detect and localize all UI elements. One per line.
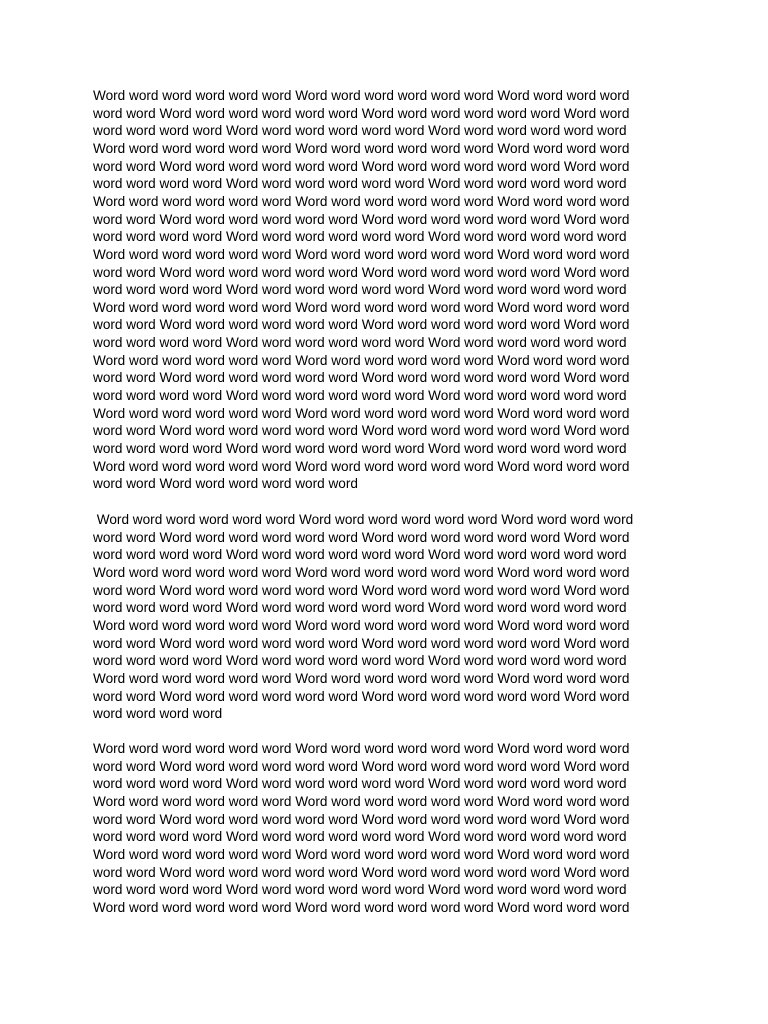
paragraph-1-line: word word Word word word word word word Word word word word word word Word word: [93, 158, 630, 174]
paragraph-3-line: word word Word word word word word word Word word word word word word Word word: [93, 758, 630, 774]
paragraph-1-line: word word word word Word word word word word word Word word word word word word: [93, 176, 627, 192]
paragraph-1-line: word word word word Word word word word word word Word word word word word word: [93, 123, 627, 139]
paragraph-1-line: word word word word Word word word word word word Word word word word word word: [93, 282, 627, 298]
paragraph-2-line: word word word word Word word word word word word Word word word word word word: [93, 653, 627, 669]
paragraph-1-line: word word Word word word word word word Word word word word word word Word word: [93, 105, 630, 121]
paragraph-1-line: word word Word word word word word word Word word word word word word Word word: [93, 264, 630, 280]
paragraph-2-line: word word Word word word word word word Word word word word word word Word word: [93, 635, 630, 651]
paragraph-3-line: Word word word word word word Word word word word word word Word word word word: [93, 741, 630, 756]
paragraph-1-line: Word word word word word word Word word word word word word Word word word word: [93, 88, 630, 103]
paragraph-1-line: word word word word Word word word word word word Word word word word word word: [93, 441, 627, 456]
paragraph-2-line: word word word word Word word word word word word Word word word word word word: [93, 600, 627, 616]
paragraph-2-line: Word word word word word word Word word word word word word Word word word word: [93, 564, 630, 580]
paragraph-1-line: Word word word word word word Word word word word word word Word word word word: [93, 246, 630, 262]
paragraph-1-line: word word word word Word word word word word word Word word word word word word: [93, 335, 627, 351]
paragraph-1-line: Word word word word word word Word word word word word word Word word word word: [93, 352, 630, 368]
paragraph-2-line: Word word word word word word Word word word word word word Word word word word: [93, 670, 630, 686]
paragraph-3-line: Word word word word word word Word word word word word word Word word word word: [93, 846, 630, 862]
paragraph-3-line: word word Word word word word word word Word word word word word word Word word: [93, 811, 630, 827]
paragraph-2-line: word word word word Word word word word word word Word word word word word word: [93, 547, 627, 563]
paragraph-3-line: word word Word word word word word word Word word word word word word Word word: [93, 864, 630, 880]
paragraph-2-line: word word Word word word word word word Word word word word word word Word word: [93, 688, 630, 704]
paragraph-3-line: Word word word word word word Word word word word word word Word word word word: [93, 899, 630, 915]
paragraph-2-line: word word Word word word word word word Word word word word word word Word word: [93, 529, 630, 545]
paragraph-2-line: word word Word word word word word word Word word word word word word Word word: [93, 582, 630, 598]
paragraph-2-line: Word word word word word word Word word word word word word Word word word word: [93, 617, 630, 633]
paragraph-1-line: word word word word Word word word word word word Word word word word word word: [93, 229, 627, 245]
paragraph-1-line: word word Word word word word word word Word word word word word word Word word: [93, 423, 630, 439]
paragraph-1-line: word word word word Word word word word word word Word word word word word word: [93, 388, 627, 404]
paragraph-2-line: Word word word word word word Word word word word word word Word word word word: [93, 512, 634, 527]
paragraph-3-line: word word word word Word word word word word word Word word word word word word: [93, 882, 627, 898]
paragraph-1-line: Word word word word word word Word word word word word word Word word word word: [93, 299, 630, 315]
paragraph-1-line: word word Word word word word word word Word word word word word word Word word: [93, 370, 630, 386]
paragraph-3-line: word word word word Word word word word word word Word word word word word word: [93, 829, 627, 845]
paragraph-2-line: word word word word: [93, 706, 223, 722]
paragraph-1-line: word word Word word word word word word Word word word word word word Word word: [93, 211, 630, 227]
paragraph-1-line: Word word word word word word Word word word word word word Word word word word: [93, 405, 630, 421]
paragraph-1-line: Word word word word word word Word word word word word word Word word word word: [93, 140, 630, 156]
paragraph-1-line: Word word word word word word Word word word word word word Word word word word: [93, 458, 630, 474]
paragraph-3-line: word word word word Word word word word word word Word word word word word word: [93, 776, 627, 792]
paragraph-1-line: word word Word word word word word word: [93, 476, 358, 492]
paragraph-1-line: Word word word word word word Word word word word word word Word word word word: [93, 193, 630, 209]
paragraph-1-line: word word Word word word word word word Word word word word word word Word word: [93, 317, 630, 333]
paragraph-3-line: Word word word word word word Word word word word word word Word word word word: [93, 793, 630, 809]
